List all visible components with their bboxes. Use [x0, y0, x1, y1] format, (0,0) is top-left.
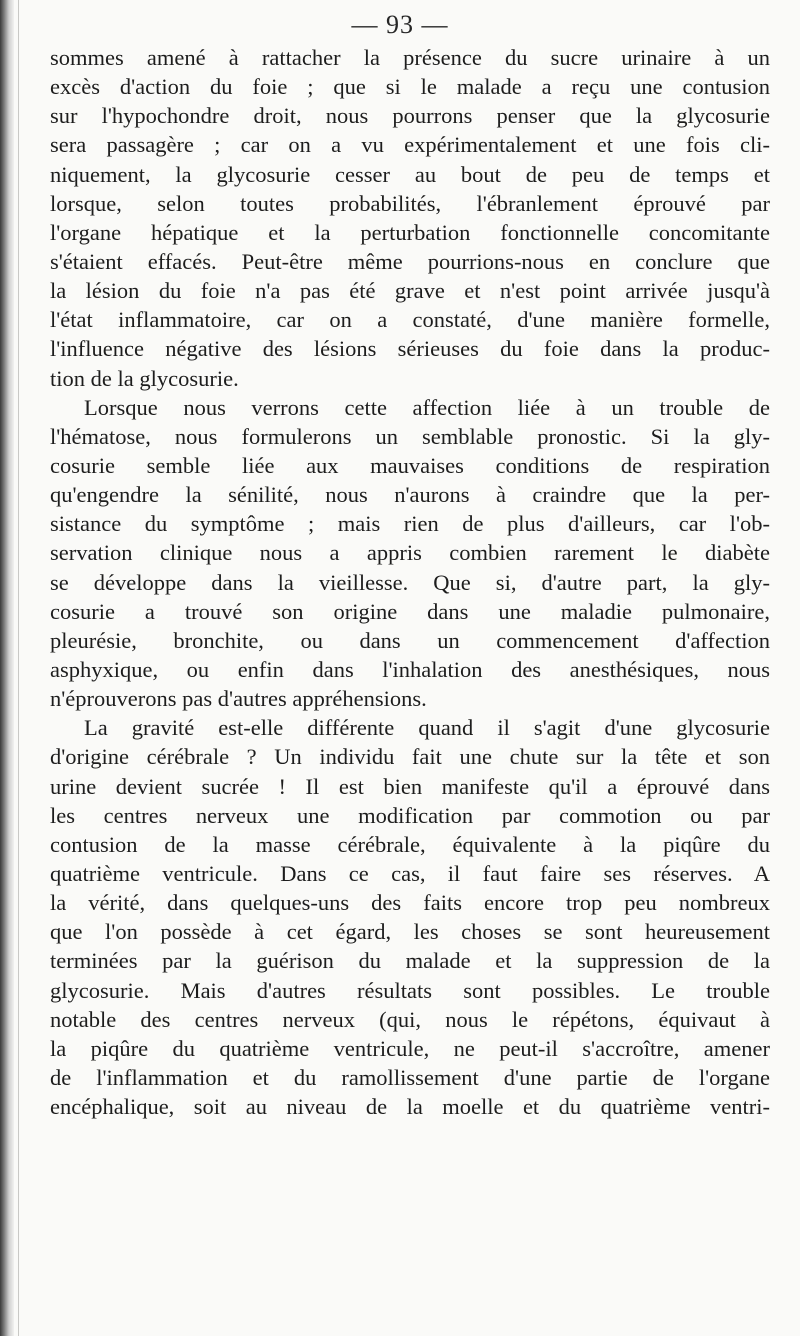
- text-line: la lésion du foie n'a pas été grave et n'est point arrivée jusqu'à: [50, 278, 770, 304]
- text-line: la piqûre du quatrième ventricule, ne peut-il s'accroître, amener: [50, 1035, 770, 1061]
- text-line: se développe dans la vieillesse. Que si, d'autre part, la gly-: [50, 569, 770, 595]
- text-line: l'organe hépatique et la perturbation fonctionnelle concomitante: [50, 219, 770, 245]
- text-line: de l'inflammation et du ramollissement d'une partie de l'organe: [50, 1064, 770, 1090]
- text-line: cosurie semble liée aux mauvaises conditions de respiration: [50, 452, 770, 478]
- text-line: sommes amené à rattacher la présence du sucre urinaire à un: [50, 45, 770, 70]
- text-line: sistance du symptôme ; mais rien de plus d'ailleurs, car l'ob-: [50, 511, 770, 537]
- text-line: sur l'hypochondre droit, nous pourrons penser que la glycosurie: [50, 103, 770, 129]
- text-line: sera passagère ; car on a vu expérimentalement et une fois cli-: [50, 132, 770, 158]
- text-line: terminées par la guérison du malade et la suppression de la: [50, 948, 770, 974]
- binding-edge: [0, 0, 14, 1336]
- text-line: quatrième ventricule. Dans ce cas, il faut faire ses réserves. A: [50, 860, 770, 886]
- text-line: asphyxique, ou enfin dans l'inhalation des anesthésiques, nous: [50, 656, 770, 682]
- text-line: Lorsque nous verrons cette affection liée à un trouble de: [84, 394, 770, 420]
- text-line: la vérité, dans quelques-uns des faits encore trop peu nombreux: [50, 890, 770, 916]
- binding-shadow-line: [18, 0, 19, 1336]
- text-line: notable des centres nerveux (qui, nous le répétons, équivaut à: [50, 1006, 770, 1032]
- text-line: n'éprouverons pas d'autres appréhensions.: [50, 686, 427, 712]
- text-line: glycosurie. Mais d'autres résultats sont possibles. Le trouble: [50, 977, 770, 1003]
- body-text: [50, 43, 770, 1121]
- text-line: d'origine cérébrale ? Un individu fait une chute sur la tête et son: [50, 744, 770, 770]
- text-line: l'hématose, nous formulerons un semblable pronostic. Si la gly-: [50, 423, 770, 449]
- text-line: l'influence négative des lésions sérieuses du foie dans la produc-: [50, 336, 770, 362]
- text-line: cosurie a trouvé son origine dans une maladie pulmonaire,: [50, 598, 770, 624]
- text-line: s'étaient effacés. Peut-être même pourrions-nous en conclure que: [50, 248, 770, 274]
- text-line: excès d'action du foie ; que si le malade a reçu une contusion: [50, 74, 770, 100]
- page-number-header: — 93 —: [351, 10, 449, 39]
- text-line: contusion de la masse cérébrale, équivalente à la piqûre du: [50, 831, 770, 857]
- text-line: urine devient sucrée ! Il est bien manifeste qu'il a éprouvé dans: [50, 773, 770, 799]
- text-line: lorsque, selon toutes probabilités, l'ébranlement éprouvé par: [50, 190, 770, 216]
- text-line: pleurésie, bronchite, ou dans un commencement d'affection: [50, 627, 770, 653]
- text-line: niquement, la glycosurie cesser au bout de peu de temps et: [50, 161, 770, 187]
- text-line: encéphalique, soit au niveau de la moelle et du quatrième ventri-: [50, 1094, 770, 1120]
- text-line: les centres nerveux une modification par commotion ou par: [50, 802, 770, 828]
- text-line: La gravité est-elle différente quand il s'agit d'une glycosurie: [84, 715, 770, 741]
- text-line: servation clinique nous a appris combien rarement le diabète: [50, 540, 770, 566]
- text-line: tion de la glycosurie.: [50, 365, 239, 391]
- text-line: que l'on possède à cet égard, les choses se sont heureusement: [50, 919, 770, 945]
- text-line: qu'engendre la sénilité, nous n'aurons à craindre que la per-: [50, 482, 770, 508]
- text-line: l'état inflammatoire, car on a constaté, d'une manière formelle,: [50, 307, 770, 333]
